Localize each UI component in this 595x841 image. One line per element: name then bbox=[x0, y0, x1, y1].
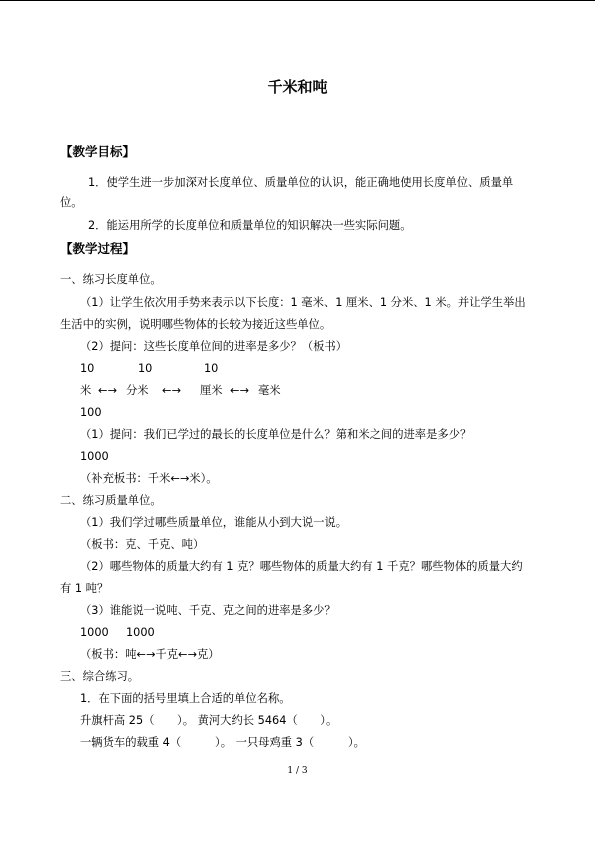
section-2-para-3: （3）谁能说一说吨、千克、克之间的进率是多少？ bbox=[80, 604, 336, 617]
section-3-title: 三、综合练习。 bbox=[60, 670, 140, 683]
section-2-para-2-cont: 有 1 吨？ bbox=[60, 582, 109, 595]
question-1-a: 升旗杆高 25（ ）。 黄河大约长 5464（ ）。 bbox=[80, 714, 338, 727]
rate-label: 1000 bbox=[80, 450, 109, 463]
goal-item-1-cont: 位。 bbox=[60, 196, 83, 209]
arrow-icon: ←→ bbox=[98, 384, 117, 397]
process-heading: 【教学过程】 bbox=[60, 241, 136, 256]
rate-label: 10 bbox=[80, 362, 95, 375]
rate-label: 1000 bbox=[80, 626, 109, 639]
unit-label: 分米 bbox=[126, 384, 149, 397]
question-1: 1．在下面的括号里填上合适的单位名称。 bbox=[80, 692, 291, 705]
section-1-board: （补充板书：千米←→米）。 bbox=[80, 472, 218, 485]
page-title: 千米和吨 bbox=[267, 78, 328, 96]
goal-item-1: 1．使学生进一步加深对长度单位、质量单位的认识，能正确地使用长度单位、质量单 bbox=[88, 176, 514, 189]
rate-label: 100 bbox=[80, 406, 102, 419]
page-number: 1 / 3 bbox=[287, 766, 308, 776]
rate-label: 10 bbox=[138, 362, 153, 375]
section-1-para-1-cont: 生活中的实例，说明哪些物体的长较为接近这些单位。 bbox=[60, 318, 332, 331]
question-1-b: 一辆货车的载重 4（ ）。 一只母鸡重 3（ ）。 bbox=[80, 736, 365, 749]
section-2-para-1: （1）我们学过哪些质量单位，谁能从小到大说一说。 bbox=[80, 516, 348, 529]
section-1-para-1: （1）让学生依次用手势来表示以下长度：1 毫米、1 厘米、1 分米、1 米。并让学生举出 bbox=[80, 296, 526, 309]
rate-label: 1000 bbox=[126, 626, 155, 639]
arrow-icon: ←→ bbox=[230, 384, 249, 397]
section-2-board-1: （板书：克、千克、吨） bbox=[80, 538, 205, 551]
unit-label: 米 bbox=[80, 384, 92, 397]
section-2-para-2: （2）哪些物体的质量大约有 1 克？哪些物体的质量大约有 1 千克？哪些物体的质量大约 bbox=[80, 560, 523, 573]
section-1-title: 一、练习长度单位。 bbox=[60, 273, 162, 286]
goals-heading: 【教学目标】 bbox=[60, 144, 136, 159]
section-2-title: 二、练习质量单位。 bbox=[60, 494, 162, 507]
header-rule bbox=[0, 0, 595, 1]
arrow-icon: ←→ bbox=[162, 384, 181, 397]
section-1-para-3: （1）提问：我们已学过的最长的长度单位是什么？第和米之间的进率是多少？ bbox=[80, 428, 472, 441]
section-2-board-2: （板书：吨←→千克←→克） bbox=[80, 648, 220, 661]
unit-label: 厘米 bbox=[200, 384, 223, 397]
section-1-para-2: （2）提问：这些长度单位间的进率是多少？（板书） bbox=[80, 340, 348, 353]
goal-item-2: 2．能运用所学的长度单位和质量单位的知识解决一些实际问题。 bbox=[88, 219, 412, 232]
unit-label: 毫米 bbox=[258, 384, 281, 397]
rate-label: 10 bbox=[204, 362, 219, 375]
